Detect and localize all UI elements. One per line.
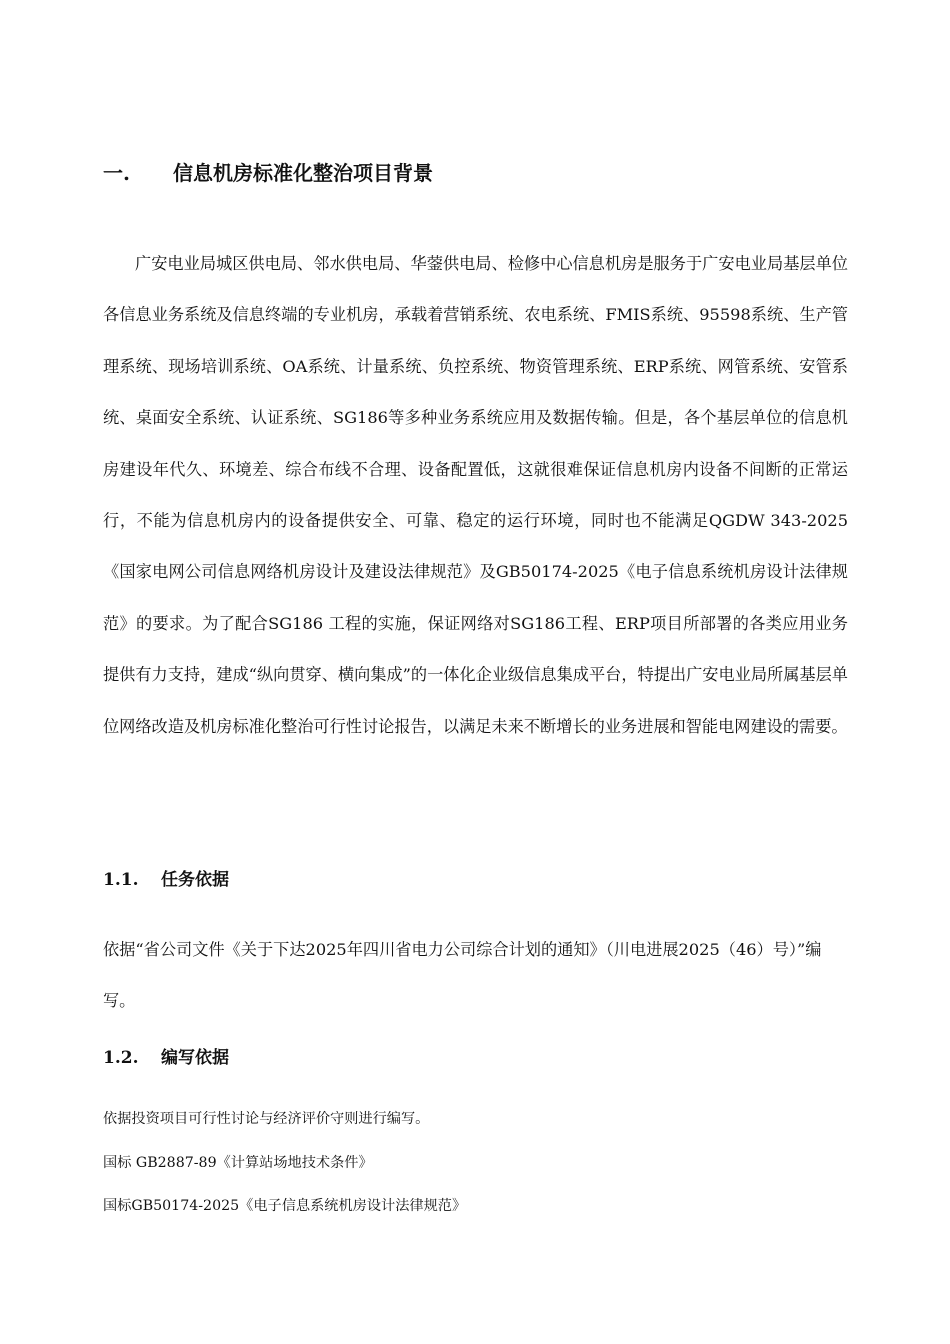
section-title: 编写依据 — [161, 1048, 229, 1068]
section-title: 任务依据 — [161, 870, 229, 890]
background-paragraph: 广安电业局城区供电局、邻水供电局、华蓥供电局、检修中心信息机房是服务于广安电业局基层单位各信息业务系统及信息终端的专业机房，承载着营销系统、农电系统、FMIS系统、95598系统、生产管理系统、现场培训系统、OA系统、计量系统、负控系统、物资管理系统、ERP系统、网管系统、安管系统、桌面安全系统、认证系统、SG186等多种业务系统应用及数据传输。但是，各个基层单位的信息机房建设年代久、环境差、综合布线不合理、设备配置低，这就很难保证信息机房内设备不间断的正常运行，不能为信息机房内的设备提供安全、可靠、稳定的运行环境，同时也不能满足QGDW 343-2025 《国家电网公司信息网络机房设计及建设法律规范》及GB50174-2025《电子信息系统机房设计法律规范》的要求。为了配合SG186 工程的实施，保证网络对SG186工程、ERP项目所部署的各类应用业务提供有力支持，建成“纵向贯穿、横向集成”的一体化企业级信息集成平台，特提出广安电业局所属基层单位网络改造及机房标准化整治可行性讨论报告，以满足未来不断增长的业务进展和智能电网建设的需要。 — [103, 254, 848, 736]
section-heading-1-1 — [103, 867, 229, 893]
basis-item: 国标 GB2887-89《计算站场地技术条件》 — [103, 1155, 373, 1171]
section-title: 信息机房标准化整治项目背景 — [173, 161, 433, 185]
basis-item: 依据投资项目可行性讨论与经济评价守则进行编写。 — [103, 1111, 430, 1127]
section-heading-1-2 — [103, 1045, 229, 1071]
basis-item: 国标GB50174-2025《电子信息系统机房设计法律规范》 — [103, 1198, 467, 1214]
task-basis-paragraph: 依据“省公司文件《关于下达2025年四川省电力公司综合计划的通知》（川电进展2025（46）号）”编写。 — [103, 940, 822, 1010]
section-number: 1.2. — [103, 1048, 139, 1068]
section-number: 一. — [103, 161, 130, 185]
section-heading-1 — [103, 158, 433, 188]
section-number: 1.1. — [103, 870, 139, 890]
